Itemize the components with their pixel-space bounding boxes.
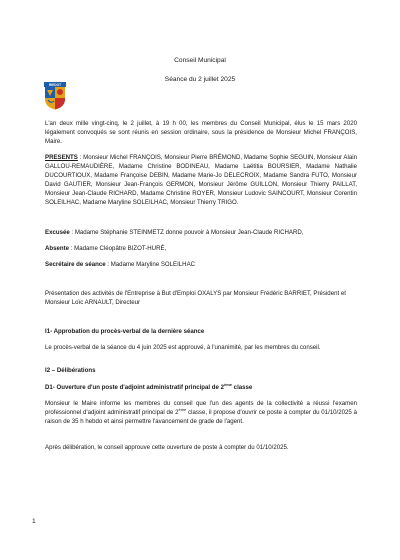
deliberation1-heading-sup: ème (223, 381, 232, 387)
excuses-text: : Madame Stéphanie STEINMETZ donne pouvoir à Monsieur Jean-Claude RICHARD, (69, 229, 304, 236)
page-number: 1 (32, 518, 36, 525)
deliberation1-text-a: Monsieur le Maire informe les membres du conseil que l'un des agents de la collectivité a réussi l'examen professionnel d'adjoint administratif principal de 2 (45, 400, 357, 416)
deliberation1-heading-text: D1- Ouverture d'un poste d'adjoint administratif principal de 2 (45, 384, 224, 391)
deliberation1-paragraph (45, 399, 357, 426)
secretaire-text: : Madame Maryline SOLEILHAC (105, 261, 196, 268)
absente-line (45, 244, 357, 253)
session-date: Séance du 2 juillet 2025 (164, 76, 236, 83)
excuses-label: Excusée (45, 229, 70, 236)
section1-text: Le procès-verbal de la séance du 4 juin 2025 est approuvé, à l'unanimité, par les membres du conseil. (45, 344, 321, 351)
section1-heading: I1- Approbation du procès-verbal de la dernière séance (45, 328, 205, 335)
deliberation1-heading-end: classe (231, 384, 253, 391)
presents-list: : Monsieur Michel FRANÇOIS, Monsieur Pierre BRÉMOND, Madame Sophie SEGUIN, Monsieur Alain GALLOU-REMAUDIÈRE, Madame Christine BODINEAU, Madame Laëtitia BOURSIER, Madame Nathalie DUCOURTIOUX, Madame Françoise DEBIN, Madame Marie-Jo DELECROIX, Madame Sandra FUTO, Monsieur David GAUTIER, Monsieur Jean-François GERMON, Monsieur Jérôme GUILLON, Monsieur Thierry PAILLAT, Monsieur Jean-Claude RICHARD, Madame Christine ROYER, Monsieur Ludovic SAINCOURT, Monsieur Corentin SOLEILHAC, Madame Maryline SOLEILHAC, Monsieur Thierry TRIGO. (45, 154, 357, 206)
excuses-line (45, 228, 357, 237)
absente-label: Absente (45, 245, 70, 252)
deliberation1-heading (45, 383, 357, 392)
deliberation1-text-b: classe, il propose d'ouvrir ce poste à compter du 01/10/2025 à raison de 35 h hebdo et ainsi permettre l'avancement de grade de l'agent. (45, 409, 357, 425)
municipal-logo (44, 82, 66, 110)
intro-paragraph: L'an deux mille vingt-cinq, le 2 juillet, à 19 h 00, les membres du Conseil Municipal, élus le 15 mars 2020 légalement convoqués se sont réunis en session ordinaire, sous la présidence de Monsieur Michel FRANÇOIS, Maire. (45, 120, 357, 145)
deliberation1-decision: Après délibération, le conseil approuve cette ouverture de poste à compter du 01/10/2025. (45, 444, 289, 451)
svg-text:RIEDOT: RIEDOT (48, 83, 62, 87)
secretaire-line (45, 260, 357, 269)
absente-text: : Madame Cléopâtre BIZOT-HURÉ, (69, 245, 167, 252)
presents-label: PRESENTS (45, 154, 78, 161)
section2-heading: I2 – Délibérations (45, 367, 96, 374)
secretaire-label: Secrétaire de séance (45, 261, 106, 268)
presentation-paragraph: Présentation des activités de l'Entreprise à But d'Emploi OXALYS par Monsieur Frédéric BARRIET, Président et Monsieur Loïc ARNAULT, Directeur (45, 290, 346, 306)
document-title: Conseil Municipal (174, 57, 226, 64)
coat-of-arms-icon (44, 82, 66, 110)
deliberation1-text-sup: ème (178, 406, 187, 412)
presents-paragraph (45, 153, 357, 207)
